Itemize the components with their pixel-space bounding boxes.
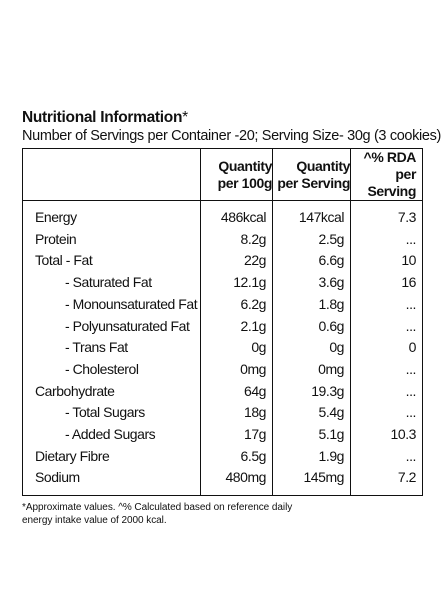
table-row xyxy=(23,337,423,359)
value-rda: 16 xyxy=(401,274,416,291)
value-per-100g: 2.1g xyxy=(201,316,273,338)
servings-info: Number of Servings per Container -20; Serving Size- 30g (3 cookies) xyxy=(22,128,442,144)
value-rda: 0 xyxy=(408,339,416,356)
nutrient-label: Carbohydrate xyxy=(23,381,201,403)
value-per-serving: 1.9g xyxy=(273,446,351,468)
value-per-serving: 0mg xyxy=(273,359,351,381)
nutrient-label: Sodium xyxy=(23,467,201,495)
value-rda: 10.3 xyxy=(390,426,416,443)
value-per-serving: 2.5g xyxy=(273,229,351,251)
header-rda: ^% RDA per Serving xyxy=(351,149,423,201)
table-row xyxy=(23,467,423,495)
value-rda: ... xyxy=(405,360,416,377)
value-rda: ... xyxy=(405,404,416,421)
nutrient-label: - Total Sugars xyxy=(23,402,201,424)
nutrient-label: - Trans Fat xyxy=(23,337,201,359)
table-row xyxy=(23,229,423,251)
value-per-100g: 18g xyxy=(201,402,273,424)
nutrition-table xyxy=(22,148,423,496)
value-per-100g: 0mg xyxy=(201,359,273,381)
value-per-100g: 12.1g xyxy=(201,272,273,294)
value-per-100g: 486kcal xyxy=(201,201,273,229)
value-per-100g: 0g xyxy=(201,337,273,359)
table-row xyxy=(23,201,423,229)
value-per-serving: 0g xyxy=(273,337,351,359)
value-rda: 7.3 xyxy=(397,209,416,225)
value-per-serving: 1.8g xyxy=(273,294,351,316)
value-rda: ... xyxy=(405,230,416,247)
value-per-100g: 8.2g xyxy=(201,229,273,251)
nutrient-label: - Cholesterol xyxy=(23,359,201,381)
title-text: Nutritional Information xyxy=(22,109,183,126)
header-per-100g: Quantity per 100g xyxy=(201,149,273,201)
value-per-100g: 6.5g xyxy=(201,446,273,468)
table-row xyxy=(23,294,423,316)
nutrient-label: - Polyunsaturated Fat xyxy=(23,316,201,338)
nutrient-label: Total - Fat xyxy=(23,250,201,272)
page-title xyxy=(22,108,422,127)
table-row xyxy=(23,359,423,381)
nutrient-label: Energy xyxy=(23,201,201,229)
value-per-100g: 17g xyxy=(201,424,273,446)
value-per-100g: 6.2g xyxy=(201,294,273,316)
value-per-serving: 6.6g xyxy=(273,250,351,272)
value-rda: ... xyxy=(405,317,416,334)
value-rda: ... xyxy=(405,382,416,399)
value-rda: ... xyxy=(405,447,416,464)
value-rda: 10 xyxy=(401,252,416,269)
table-row xyxy=(23,272,423,294)
value-per-serving: 3.6g xyxy=(273,272,351,294)
value-per-serving: 19.3g xyxy=(273,381,351,403)
table-row xyxy=(23,316,423,338)
nutrient-label: - Added Sugars xyxy=(23,424,201,446)
value-rda: 7.2 xyxy=(397,469,416,486)
nutrient-label: Dietary Fibre xyxy=(23,446,201,468)
value-per-serving: 5.1g xyxy=(273,424,351,446)
value-per-100g: 480mg xyxy=(201,467,273,495)
value-per-serving: 5.4g xyxy=(273,402,351,424)
table-row xyxy=(23,446,423,468)
value-per-100g: 64g xyxy=(201,381,273,403)
table-row xyxy=(23,381,423,403)
header-blank xyxy=(23,149,201,201)
table-row xyxy=(23,250,423,272)
table-header xyxy=(23,149,423,201)
value-rda: ... xyxy=(405,295,416,312)
nutrient-label: - Monounsaturated Fat xyxy=(23,294,201,316)
footnote: *Approximate values. ^% Calculated based on reference daily energy intake value of 2000 kcal. xyxy=(22,502,293,526)
title-asterisk: * xyxy=(182,109,188,126)
nutrient-label: - Saturated Fat xyxy=(23,272,201,294)
table-row xyxy=(23,402,423,424)
nutrient-label: Protein xyxy=(23,229,201,251)
value-per-100g: 22g xyxy=(201,250,273,272)
value-per-serving: 147kcal xyxy=(273,201,351,229)
nutrition-panel xyxy=(22,108,442,527)
value-per-serving: 0.6g xyxy=(273,316,351,338)
table-row xyxy=(23,424,423,446)
value-per-serving: 145mg xyxy=(273,467,351,495)
header-per-serving: Quantity per Serving xyxy=(273,149,351,201)
